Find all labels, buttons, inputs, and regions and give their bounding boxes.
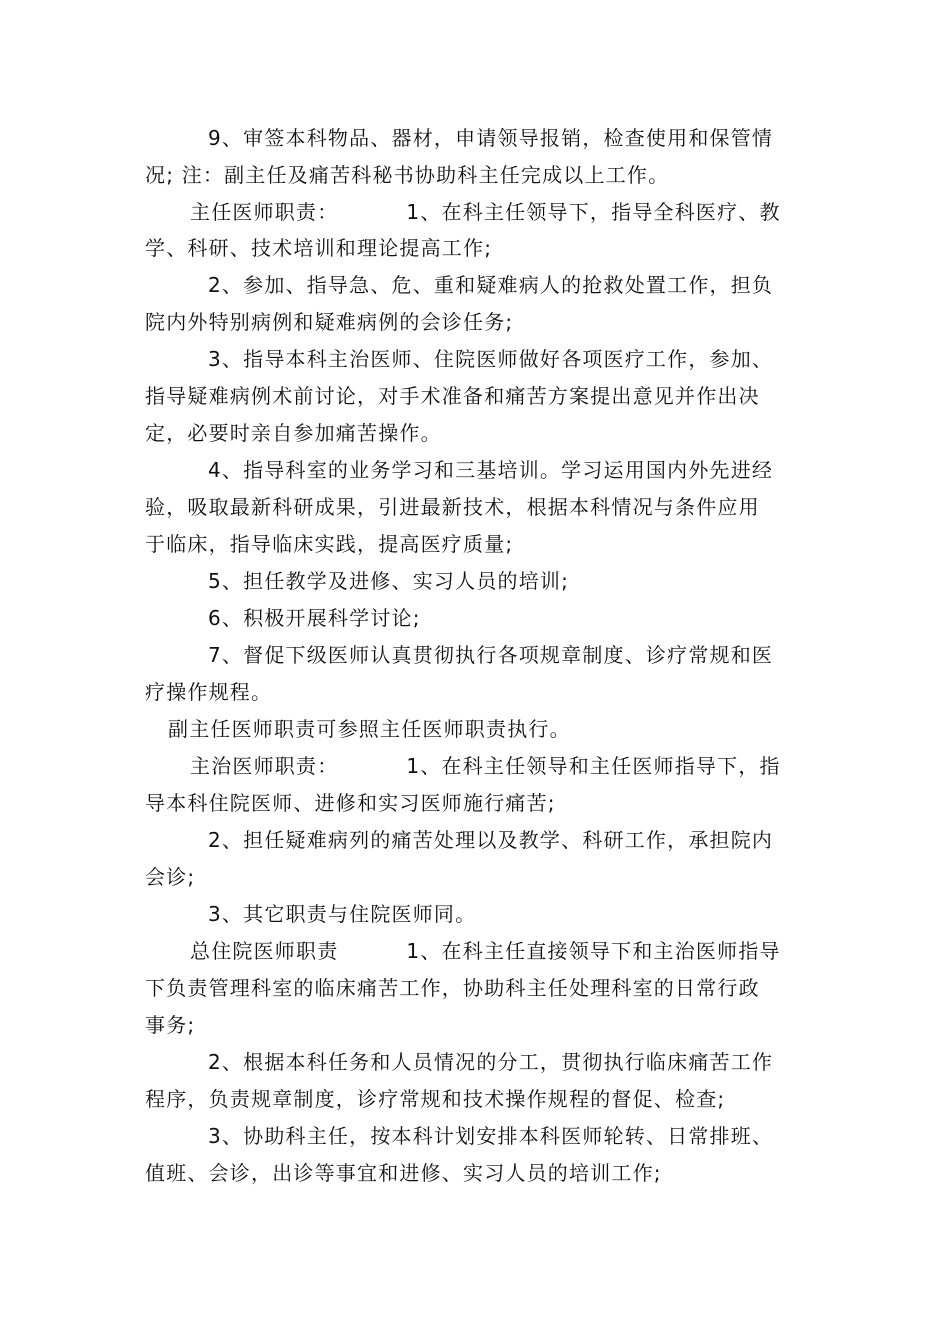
paragraph-line: 定，必要时亲自参加痛苦操作。 [145,421,442,445]
paragraph-line: 3、协助科主任，按本科计划安排本科医师轮转、日常排班、 [208,1124,774,1148]
paragraph-line: 2、参加、指导急、危、重和疑难病人的抢救处置工作，担负 [208,273,774,297]
paragraph-line: 值班、会诊，出诊等事宜和进修、实习人员的培训工作; [145,1161,662,1185]
paragraph-line: 9、审签本科物品、器材，申请领导报销，检查使用和保管情 [208,126,774,150]
section-heading-line [190,200,815,224]
paragraph-line: 验，吸取最新科研成果，引进最新技术，根据本科情况与条件应用 [145,495,760,519]
section-heading: 主任医师职责： [190,200,339,224]
section-heading: 总住院医师职责 [190,939,339,963]
paragraph-line: 3、其它职责与住院医师同。 [208,902,477,926]
paragraph-line: 2、根据本科任务和人员情况的分工，贯彻执行临床痛苦工作 [208,1050,774,1074]
paragraph-line: 疗操作规程。 [145,680,273,704]
paragraph-text: 1、在科主任直接领导下和主治医师指导 [406,939,781,963]
paragraph-line: 况; 注：副主任及痛苦科秘书协助科主任完成以上工作。 [145,163,670,187]
paragraph-line: 3、指导本科主治医师、住院医师做好各项医疗工作，参加、 [208,347,774,371]
paragraph-line: 指导疑难病例术前讨论，对手术准备和痛苦方案提出意见并作出决 [145,384,760,408]
paragraph-line: 5、担任教学及进修、实习人员的培训; [208,569,570,593]
paragraph-line: 7、督促下级医师认真贯彻执行各项规章制度、诊疗常规和医 [208,643,774,667]
paragraph-text: 1、在科主任领导下，指导全科医疗、教 [406,200,781,224]
paragraph-line: 下负责管理科室的临床痛苦工作，协助科主任处理科室的日常行政 [145,976,760,1000]
paragraph-line: 2、担任疑难病列的痛苦处理以及教学、科研工作，承担院内 [208,828,774,852]
section-heading-line [190,754,815,778]
paragraph-line: 于临床，指导临床实践，提高医疗质量; [145,532,514,556]
section-heading: 主治医师职责： [190,754,339,778]
paragraph-line: 学、科研、技术培训和理论提高工作; [145,236,493,260]
paragraph-text: 1、在科主任领导和主任医师指导下，指 [406,754,781,778]
paragraph-line: 副主任医师职责可参照主任医师职责执行。 [168,717,571,741]
paragraph-line: 导本科住院医师、进修和实习医师施行痛苦; [145,791,556,815]
paragraph-line: 院内外特别病例和疑难病例的会诊任务; [145,310,514,334]
paragraph-line: 程序，负责规章制度，诊疗常规和技术操作规程的督促、检查; [145,1087,726,1111]
paragraph-line: 4、指导科室的业务学习和三基培训。学习运用国内外先进经 [208,458,774,482]
section-heading-line [190,939,815,963]
paragraph-line: 6、积极开展科学讨论; [208,606,421,630]
paragraph-line: 会诊; [145,865,196,889]
paragraph-line: 事务; [145,1013,196,1037]
